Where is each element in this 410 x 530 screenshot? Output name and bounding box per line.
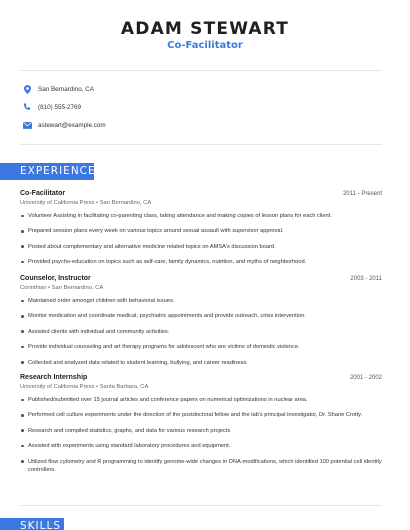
bullet-item: Monitor medication and coordinate medical, psychiatric appointments and provide outreach, crisis intervention. <box>20 312 382 320</box>
job-dates: 2001 - 2002 <box>349 375 382 381</box>
job-dates: 2011 - Present <box>343 191 382 197</box>
bullet-item: Posted about complementary and alternative medicine related topics on AMSA's discussion board. <box>20 243 382 251</box>
job-entry <box>20 374 382 481</box>
phone-text: (810) 555-2769 <box>38 103 82 111</box>
job-dates: 2003 - 2011 <box>350 276 382 282</box>
job-title: Research Internship <box>20 374 88 381</box>
job-entry <box>20 275 382 374</box>
bullet-item: Volunteer Assisting in facilitating co-parenting class, taking attendance and making copies of lesson plans for each client. <box>20 212 382 220</box>
location-pin-icon <box>22 84 32 94</box>
job-employer: University of California Press • San Bernardino, CA <box>20 200 152 206</box>
job-bullets <box>20 212 382 266</box>
candidate-role: Co-Facilitator <box>167 40 243 51</box>
bullet-item: Research and compiled statistics, graphs, and data for various research projects <box>20 427 382 435</box>
location-text: San Bernardino, CA <box>38 85 95 93</box>
bullet-item: Provided psycho-education on topics such as self-care, family dynamics, nutrition, and myths of neighborhood. <box>20 258 382 266</box>
email-icon <box>22 120 32 130</box>
contact-location <box>22 83 94 95</box>
job-title: Counselor, Instructor <box>20 275 91 282</box>
skills-section-header: SKILLS <box>0 518 64 530</box>
candidate-name: ADAM STEWART <box>120 19 290 39</box>
job-employer: University of California Press • Santa Barbara, CA <box>20 384 149 390</box>
skills-divider <box>20 505 382 506</box>
job-bullets <box>20 297 382 367</box>
job-employer: Corinthian • San Bernardino, CA <box>20 285 104 291</box>
bullet-item: Prepared session plans every week on various topics around sexual assault with supervisor approval. <box>20 227 382 235</box>
bullet-item: Performed cell culture experiments under the direction of the postdoctoral fellow and the lab's principal investigator, Dr. Shane Crotty. <box>20 411 382 419</box>
bullet-item: Assisted clients with individual and community activities. <box>20 328 382 336</box>
contact-phone <box>22 101 81 113</box>
bullet-item: Provide individual counseling and art therapy programs for adolescent who are victims of domestic violence. <box>20 343 382 351</box>
phone-icon <box>22 102 32 112</box>
job-title: Co-Facilitator <box>20 190 66 197</box>
contact-divider <box>20 144 382 145</box>
experience-section-header: EXPERIENCE <box>0 163 94 180</box>
bullet-item: Collected and analyzed data related to student learning, bullying, and career readiness. <box>20 359 382 367</box>
bullet-item: Assisted with experiments using standard laboratory procedures and equipment. <box>20 442 382 450</box>
bullet-item: Utilized flow cytometry and R programming to identify genome-wide changes in DNA-modifications, which identified 100 potential cell identity controllers. <box>20 458 382 474</box>
job-entry <box>20 190 382 274</box>
bullet-item: Maintained order amongst children with behavioral issues. <box>20 297 382 305</box>
job-bullets <box>20 396 382 474</box>
bullet-item: Published/submitted over 15 journal articles and conference papers on numerical optimizations in nuclear area. <box>20 396 382 404</box>
contact-email <box>22 119 106 131</box>
email-text: astewart@example.com <box>38 121 106 129</box>
header-divider <box>20 70 382 71</box>
